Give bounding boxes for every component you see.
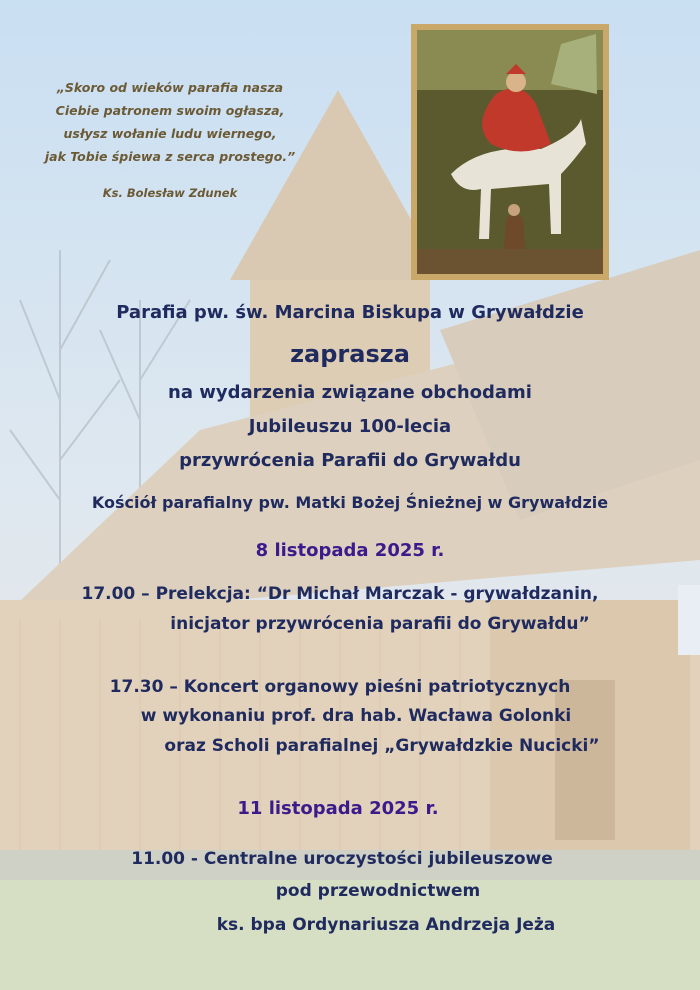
quote-line: usłysz wołanie ludu wiernego, xyxy=(63,126,277,141)
quote-author: Ks. Bolesław Zdunek xyxy=(102,186,238,200)
event-line: inicjator przywrócenia parafii do Grywałdu” xyxy=(170,614,590,634)
event-line: 17.30 – Koncert organowy pieśni patriotycznych xyxy=(109,677,571,697)
quote-line: jak Tobie śpiewa z serca prostego.” xyxy=(44,149,296,164)
saint-martin-painting xyxy=(411,24,609,280)
event-line: 11.00 - Centralne uroczystości jubileuszowe xyxy=(131,849,553,869)
event-date: 11 listopada 2025 r. xyxy=(237,798,439,819)
event-line: ks. bpa Ordynariusza Andrzeja Jeża xyxy=(216,915,556,935)
intro-line: na wydarzenia związane obchodami xyxy=(168,382,532,403)
quote-line: Ciebie patronem swoim ogłasza, xyxy=(55,103,285,118)
quote-block xyxy=(20,76,320,205)
event-line: pod przewodnictwem xyxy=(275,881,481,901)
intro-line: Jubileuszu 100-lecia xyxy=(248,416,452,437)
event-line: 17.00 – Prelekcja: “Dr Michał Marczak - grywałdzanin, xyxy=(81,584,599,604)
event-line: oraz Scholi parafialnej „Grywałdzkie Nucicki” xyxy=(164,736,600,756)
invites-heading: zaprasza xyxy=(290,340,410,368)
event-date: 8 listopada 2025 r. xyxy=(255,540,445,561)
parish-name: Parafia pw. św. Marcina Biskupa w Grywałdzie xyxy=(116,302,584,323)
venue: Kościół parafialny pw. Matki Bożej Śnieżnej w Grywałdzie xyxy=(91,493,609,512)
event-line: w wykonaniu prof. dra hab. Wacława Golonki xyxy=(140,706,572,726)
intro-line: przywrócenia Parafii do Grywałdu xyxy=(179,450,521,471)
quote-line: „Skoro od wieków parafia nasza xyxy=(56,80,284,95)
